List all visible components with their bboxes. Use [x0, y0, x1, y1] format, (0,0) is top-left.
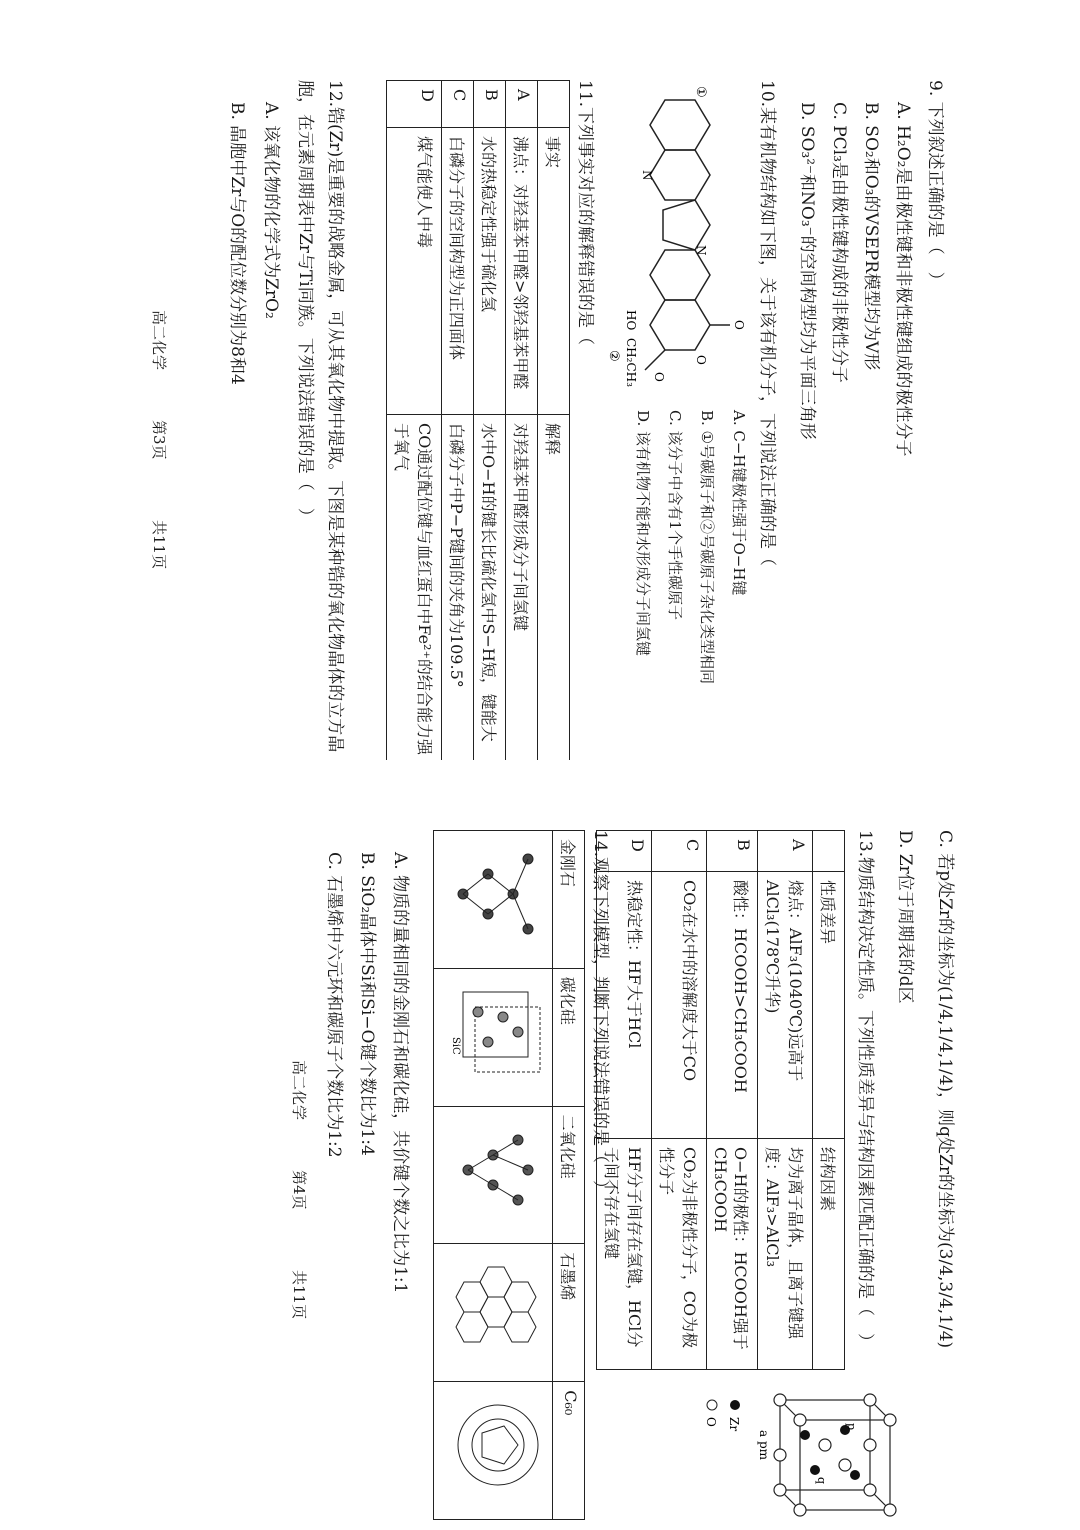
table-row — [652, 831, 707, 1370]
table-cell: 熔点：AlF₃(1040℃)远高于AlCl₃(178℃升华) — [758, 872, 813, 1139]
q10-option-d: D. 该有机物不能和水形成分子间氢键 — [634, 410, 652, 657]
q10-option-a: A. C−H键极性强于O−H键 — [730, 410, 748, 596]
q13-header-factor: 结构因素 — [813, 1139, 845, 1370]
q13-stem: 13.物质结构决定性质。下列性质差异与结构因素匹配正确的是（ ） — [855, 830, 875, 1351]
q14-header-c60: C₆₀ — [553, 1382, 585, 1520]
q12-stem-line1: 12.锆(Zr)是重要的战略金属，可从其氧化物中提取。下图是某种锆的氧化物晶体的立方晶 — [325, 80, 345, 753]
graphene-model-icon — [448, 1252, 548, 1362]
graphene-model-cell — [434, 1244, 553, 1382]
q9-stem: 9. 下列叙述正确的是（ ） — [925, 80, 945, 289]
q12-option-c: C. 若p处Zr的坐标为(1/4,1/4,1/4)，则q处Zr的坐标为(3/4,3/4,1/4) — [935, 830, 955, 1349]
table-cell: HF分子间存在氢键，HCl分子间不存在氢键 — [597, 1139, 652, 1370]
q14-model-table — [433, 830, 585, 1520]
table-row — [707, 831, 758, 1370]
table-row — [553, 831, 585, 1520]
q12-stem-line2: 胞，在元素周期表中Zr与Ti同族。下列说法错误的是（ ） — [295, 80, 315, 525]
table-row — [442, 81, 474, 770]
legend-o: O — [704, 1417, 718, 1427]
table-cell: CO₂为非极性分子，CO为极性分子 — [652, 1139, 707, 1370]
table-cell: C — [652, 831, 707, 872]
q13-table — [596, 830, 845, 1370]
table-row — [506, 81, 538, 770]
q9-option-d: D. SO₃²⁻和NO₃⁻的空间构型均为平面三角形 — [797, 102, 817, 440]
c60-model-cell — [434, 1382, 553, 1520]
exam-page-3 — [0, 0, 1080, 760]
table-cell: 对羟基苯甲醛形成分子间氢键 — [506, 415, 538, 770]
table-row — [387, 81, 442, 770]
q10-label-1: ① — [693, 86, 708, 98]
table-row — [434, 831, 553, 1520]
page3-footer-total: 共11页 — [150, 520, 168, 570]
sio2-model-cell — [434, 1106, 553, 1244]
cell-label-q: q — [815, 1477, 828, 1485]
exam-page-4 — [0, 760, 1080, 1526]
sic-model-icon — [448, 977, 548, 1087]
page3-rotated — [130, 80, 950, 780]
q10-atom-n2: N — [694, 245, 708, 256]
table-cell: 水中O−H的键长比硫化氢中S−H短，键能大 — [474, 415, 506, 770]
q14-option-b: B. SiO₂晶体中Si和Si−O键个数比为1:4 — [357, 852, 377, 1156]
page3-footer-page: 第3页 — [150, 420, 168, 460]
q10-option-b: B. ①号碳原子和②号碳原子杂化类型相同 — [698, 410, 716, 685]
table-cell: 均为离子晶体，且离子键强度：AlF₃>AlCl₃ — [758, 1139, 813, 1370]
table-cell: 煤气能使人中毒 — [387, 128, 442, 415]
table-cell: 热稳定性：HF大于HCl — [597, 872, 652, 1139]
table-cell: B — [474, 81, 506, 128]
q10-atom-ethyl: CH₂CH₃ — [624, 338, 638, 387]
table-row — [813, 831, 845, 1370]
q10-molecule-structure — [605, 80, 755, 400]
q10-atom-o1: O — [732, 320, 746, 330]
q10-atom-o2: O — [694, 355, 708, 365]
table-cell: 白磷分子中P−P键间的夹角为109.5° — [442, 415, 474, 770]
zr-oxide-unit-cell — [690, 1385, 900, 1525]
table-cell: CO通过配位键与血红蛋白中Fe²⁺的结合能力强于氧气 — [387, 415, 442, 770]
page4-footer-subject: 高二化学 — [290, 1060, 308, 1121]
q11-header-fact: 事实 — [538, 128, 570, 415]
q10-label-2: ② — [606, 350, 621, 362]
q10-atom-o3: O — [652, 372, 666, 382]
legend-o-dot — [707, 1400, 717, 1410]
page4-footer-page: 第4页 — [290, 1170, 308, 1210]
q13-header-blank — [813, 831, 845, 872]
q12-option-b: B. 晶胞中Zr与O的配位数分别为8和4 — [227, 102, 247, 385]
q11-stem: 11.下列事实对应的解释错误的是（ — [575, 80, 595, 346]
q14-stem: 14.观察下列模型，判断下列说法错误的是（ ） — [590, 830, 610, 1198]
sic-label: SiC — [450, 1036, 461, 1055]
q14-header-diamond: 金刚石 — [553, 831, 585, 969]
q14-header-graphene: 石墨烯 — [553, 1244, 585, 1382]
table-cell: C — [442, 81, 474, 128]
diamond-model-cell — [434, 831, 553, 969]
table-cell: 水的热稳定性强于硫化氢 — [474, 128, 506, 415]
q9-option-a: A. H₂O₂是由极性键和非极性键组成的极性分子 — [893, 102, 913, 457]
q12-option-d: D. Zr位于周期表的d区 — [895, 830, 915, 1004]
table-cell: 白磷分子的空间构型为正四面体 — [442, 128, 474, 415]
table-cell: D — [597, 831, 652, 872]
table-cell: D — [387, 81, 442, 128]
table-cell: O−H的极性：HCOOH强于CH₃COOH — [707, 1139, 758, 1370]
diamond-model-icon — [448, 839, 548, 949]
page4-footer-total: 共11页 — [290, 1270, 308, 1320]
table-cell: CO₂在水中的溶解度大于CO — [652, 872, 707, 1139]
q11-header-blank — [538, 81, 570, 128]
table-cell: A — [506, 81, 538, 128]
table-cell: A — [758, 831, 813, 872]
sio2-model-icon — [448, 1115, 548, 1225]
q10-atom-n1: N — [640, 170, 654, 181]
page4-rotated — [100, 830, 960, 1530]
q14-header-sic: 碳化硅 — [553, 968, 585, 1106]
q10-atom-ho: HO — [624, 310, 638, 331]
table-row — [474, 81, 506, 770]
q14-option-a: A. 物质的量相同的金刚石和碳化硅，共价键个数之比为1:1 — [390, 852, 410, 1294]
cell-label-p: p — [845, 1423, 858, 1431]
sic-model-cell — [434, 968, 553, 1106]
c60-model-icon — [448, 1390, 548, 1500]
legend-zr: Zr — [727, 1417, 741, 1432]
q11-table — [386, 80, 570, 770]
q10-stem: 10.某有机物结构如下图，关于该有机分子，下列说法正确的是（ — [757, 80, 777, 567]
table-cell: 酸性：HCOOH>CH₃COOH — [707, 872, 758, 1139]
table-cell: 沸点：对羟基苯甲醛>邻羟基苯甲醛 — [506, 128, 538, 415]
q12-option-a: A. 该氧化物的化学式为ZrO₂ — [261, 102, 281, 319]
table-row — [758, 831, 813, 1370]
q14-header-sio2: 二氧化硅 — [553, 1106, 585, 1244]
q11-header-explain: 解释 — [538, 415, 570, 770]
q9-option-c: C. PCl₃是由极性键构成的非极性分子 — [829, 102, 849, 383]
table-cell: B — [707, 831, 758, 872]
table-row — [538, 81, 570, 770]
q9-option-b: B. SO₂和O₃的VSEPR模型均为V形 — [861, 102, 881, 371]
q13-header-property: 性质差异 — [813, 872, 845, 1139]
q10-option-c: C. 该分子中含有1个手性碳原子 — [666, 410, 684, 621]
legend-zr-dot — [730, 1400, 740, 1410]
page3-footer-subject: 高二化学 — [150, 310, 168, 371]
q14-option-c: C. 石墨烯中六元环和碳原子个数比为1:2 — [324, 852, 344, 1158]
cell-edge-label: a pm — [757, 1430, 771, 1461]
